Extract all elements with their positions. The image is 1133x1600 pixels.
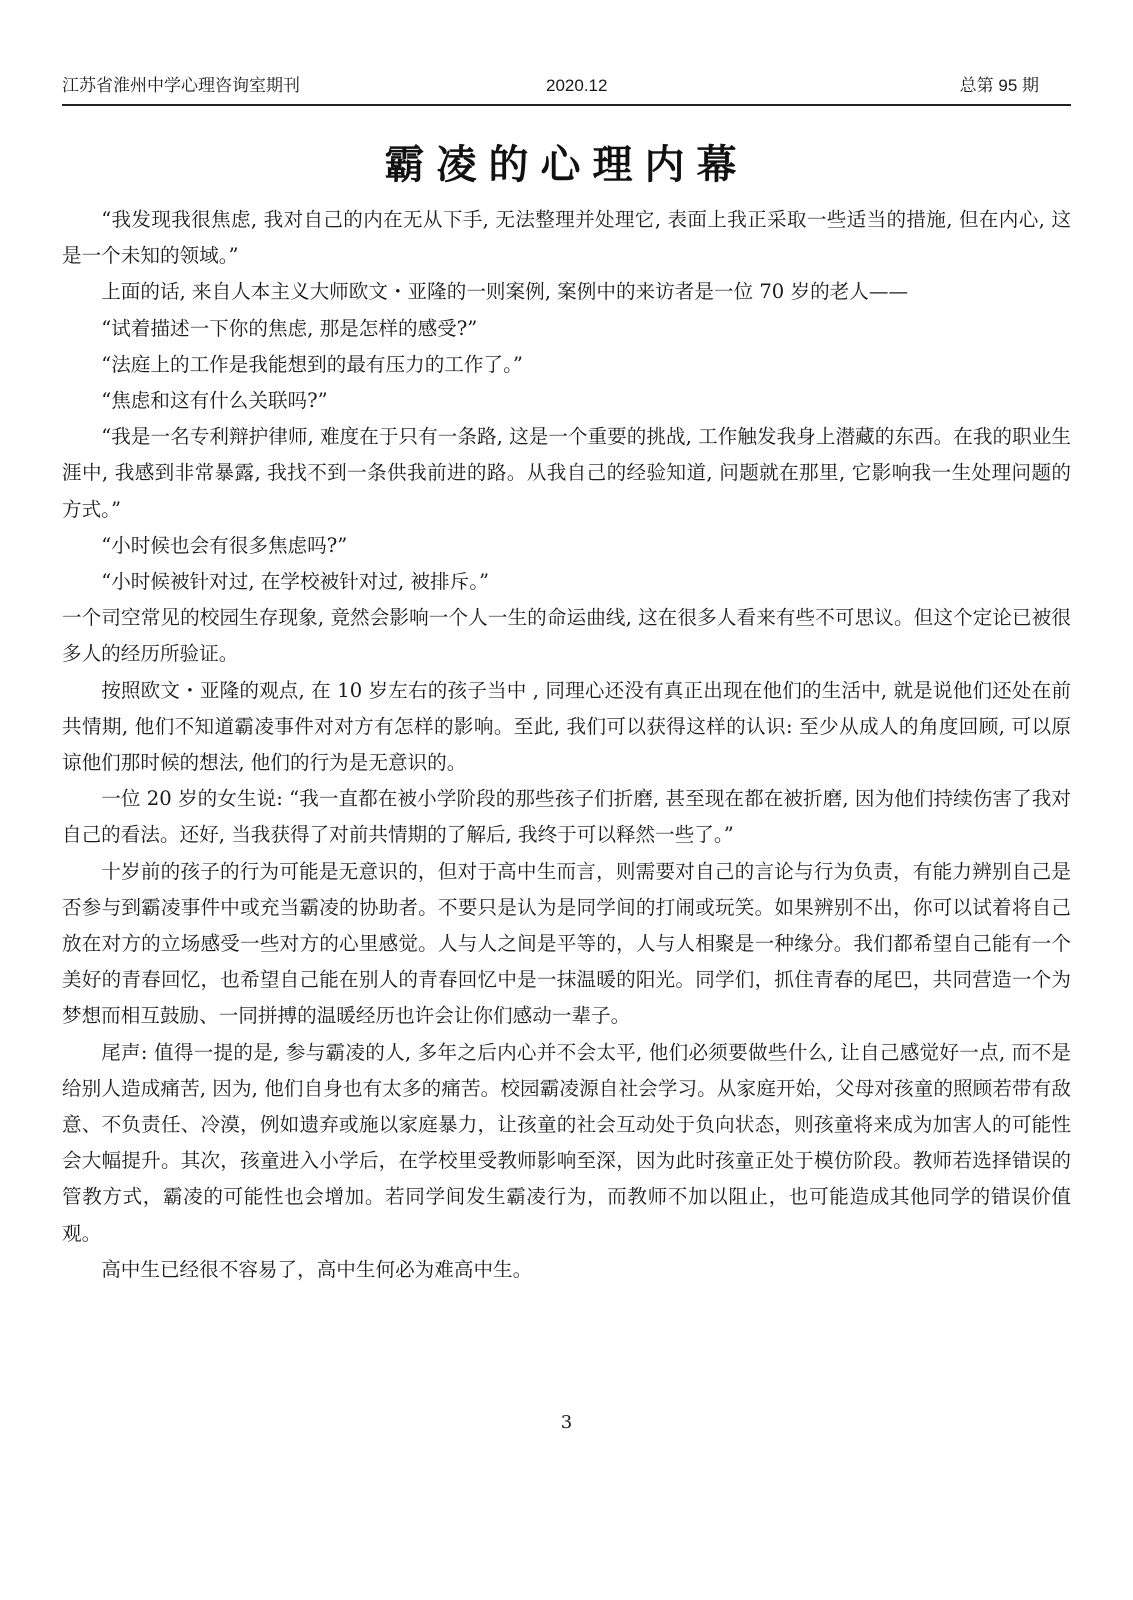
paragraph: “小时候被针对过, 在学校被针对过, 被排斥。” [101, 570, 490, 594]
article-title: 霸凌的心理内幕 [384, 141, 749, 188]
paragraph: 按照欧文・亚隆的观点, 在 10 岁左右的孩子当中 , 同理心还没有真正出现在他们的生活中, 就是说他们还处在前共情期, 他们不知道霸凌事件对对方有怎样的影响。至此, 我们可以获得这样的认识: 至少从成人的角度回顾, 可以原谅他们那时候的想法, 他们的行为是无意识的。 [62, 678, 1071, 775]
paragraph: 上面的话, 来自人本主义大师欧文・亚隆的一则案例, 案例中的来访者是一位 70 岁的老人—— [101, 280, 909, 304]
paragraph: “我发现我很焦虑, 我对自己的内在无从下手, 无法整理并处理它, 表面上我正采取一些适当的措施, 但在内心, 这是一个未知的领域。” [62, 208, 1071, 268]
paragraph: “我是一名专利辩护律师, 难度在于只有一条路, 这是一个重要的挑战, 工作触发我身上潜藏的东西。在我的职业生涯中, 我感到非常暴露, 我找不到一条供我前进的路。从我自己的经验知道, 问题就在那里, 它影响我一生处理问题的方式。” [62, 425, 1071, 521]
page-number: 3 [560, 1412, 573, 1433]
issue-number: 总第 95 期 [959, 76, 1039, 95]
paragraph: “焦虑和这有什么关联吗?” [101, 389, 328, 413]
publication-name: 江苏省淮州中学心理咨询室期刊 [62, 76, 300, 95]
paragraph: 一位 20 岁的女生说: “我一直都在被小学阶段的那些孩子们折磨, 甚至现在都在被折磨, 因为他们持续伤害了我对自己的看法。还好, 当我获得了对前共情期的了解后, 我终于可以释然一些了。” [62, 787, 1071, 847]
issue-date: 2020.12 [546, 76, 608, 95]
paragraph: “小时候也会有很多焦虑吗?” [101, 533, 348, 557]
paragraph: “法庭上的工作是我能想到的最有压力的工作了。” [101, 352, 523, 376]
paragraph: 十岁前的孩子的行为可能是无意识的，但对于高中生而言，则需要对自己的言论与行为负责，有能力辨别自己是否参与到霸凌事件中或充当霸凌的协助者。不要只是认为是同学间的打闹或玩笑。如果辨别不出，你可以试着将自己放在对方的立场感受一些对方的心里感觉。人与人之间是平等的，人与人相聚是一种缘分。我们都希望自己能有一个美好的青春回忆，也希望自己能在别人的青春回忆中是一抹温暖的阳光。同学们，抓住青春的尾巴，共同营造一个为梦想而相互鼓励、一同拼搏的温暖经历也许会让你们感动一辈子。 [62, 859, 1071, 1028]
paragraph: 一个司空常见的校园生存现象, 竟然会影响一个人一生的命运曲线, 这在很多人看来有些不可思议。但这个定论已被很多人的经历所验证。 [62, 606, 1071, 666]
paragraph: 高中生已经很不容易了，高中生何必为难高中生。 [101, 1257, 533, 1281]
page-header [62, 68, 1071, 106]
paragraph: 尾声: 值得一提的是, 参与霸凌的人, 多年之后内心并不会太平, 他们必须要做些什么, 让自己感觉好一点, 而不是给别人造成痛苦, 因为, 他们自身也有太多的痛苦。校园霸凌源自社会学习。从家庭开始，父母对孩童的照顾若带有敌意、不负责任、冷漠，例如遗弃或施以家庭暴力，让孩童的社会互动处于负向状态，则孩童将来成为加害人的可能性会大幅提升。其次，孩童进入小学后，在学校里受教师影响至深，因为此时孩童正处于模仿阶段。教师若选择错误的管教方式，霸凌的可能性也会增加。若同学间发生霸凌行为，而教师不加以阻止，也可能造成其他同学的错误价值观。 [62, 1040, 1071, 1245]
article-body [62, 202, 1071, 1288]
paragraph: “试着描述一下你的焦虑, 那是怎样的感受?” [101, 316, 478, 340]
